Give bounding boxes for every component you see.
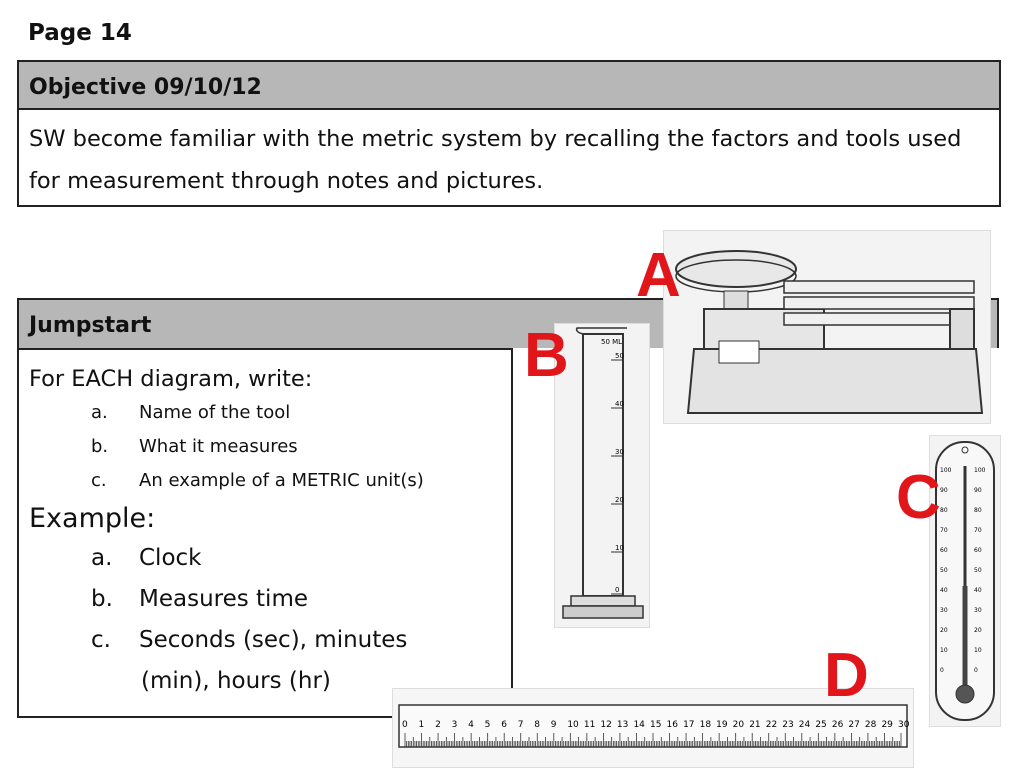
- list-item: [29, 430, 501, 464]
- jumpstart-instruction: For EACH diagram, write:: [29, 366, 313, 392]
- example-item: [29, 620, 501, 661]
- page-label: Page 14: [28, 20, 132, 46]
- balance-drawing: [664, 231, 990, 423]
- thermo-right-mark: 100: [974, 467, 986, 474]
- ruler-number: 22: [765, 720, 778, 730]
- cylinder-drawing: [555, 324, 649, 627]
- thermo-left-mark: 40: [940, 587, 948, 594]
- cylinder-mark: 20: [615, 496, 624, 504]
- label-b: B: [524, 321, 569, 390]
- label-a: A: [636, 241, 681, 310]
- cylinder-top-label: 50 ML: [601, 338, 623, 346]
- item-text: Clock: [139, 545, 202, 571]
- example-item: [29, 579, 501, 620]
- item-marker: a.: [91, 402, 108, 423]
- ruler-number: 12: [600, 720, 612, 730]
- thermo-left-mark: 10: [940, 647, 948, 654]
- thermo-right-mark: 40: [974, 587, 982, 594]
- item-marker: a.: [91, 545, 113, 571]
- ruler-number: 11: [583, 720, 596, 730]
- thermo-right-mark: 90: [974, 487, 982, 494]
- ruler-number: 17: [683, 720, 695, 730]
- objective-text: SW become familiar with the metric system by recalling the factors and tools used for measurement through notes and pictures.: [29, 126, 962, 194]
- ruler-number: 9: [550, 720, 557, 730]
- item-marker: b.: [91, 586, 113, 612]
- thermo-right-mark: 30: [974, 607, 982, 614]
- cylinder-mark: 30: [615, 448, 624, 456]
- ruler-number: 7: [517, 720, 524, 730]
- item-text: Seconds (sec), minutes: [139, 627, 408, 653]
- ruler-number: 27: [848, 720, 860, 730]
- thermo-left-mark: 20: [940, 627, 948, 634]
- cylinder-mark: 50: [615, 352, 624, 360]
- thermo-right-mark: 60: [974, 547, 982, 554]
- item-marker: c.: [91, 627, 111, 653]
- thermo-left-mark: 80: [940, 507, 948, 514]
- ruler-number: 28: [864, 720, 877, 730]
- ruler-number: 25: [815, 720, 827, 730]
- item-text: An example of a METRIC unit(s): [139, 470, 424, 491]
- thermo-left-mark: 50: [940, 567, 948, 574]
- ruler-number: 4: [468, 720, 474, 730]
- thermo-right-mark: 80: [974, 507, 982, 514]
- ruler-number: 21: [749, 720, 761, 730]
- label-d: D: [824, 641, 869, 710]
- ruler-number: 30: [898, 720, 910, 730]
- jumpstart-header-label: Jumpstart: [29, 313, 152, 338]
- ruler-number: 19: [716, 720, 728, 730]
- example-label: Example:: [29, 503, 156, 534]
- ruler-number: 18: [699, 720, 712, 730]
- ruler-number: 16: [666, 720, 678, 730]
- ruler-number: 6: [501, 720, 507, 730]
- cylinder-mark: 0: [615, 586, 620, 594]
- thermo-left-mark: 70: [940, 527, 948, 534]
- ruler-number: 1: [418, 720, 425, 730]
- thermo-left-mark: 90: [940, 487, 948, 494]
- thermo-left-mark: 0: [940, 667, 944, 674]
- ruler-number: 13: [616, 720, 629, 730]
- ruler-number: 14: [633, 720, 645, 730]
- ruler-number: 24: [798, 720, 811, 730]
- objective-box: [17, 60, 1001, 207]
- item-marker: b.: [91, 436, 109, 457]
- thermo-right-mark: 50: [974, 567, 982, 574]
- item-text: Name of the tool: [139, 402, 291, 423]
- ruler-number: 8: [534, 720, 541, 730]
- ruler-number: 29: [881, 720, 893, 730]
- ruler-number: 23: [782, 720, 794, 730]
- item-text: What it measures: [139, 436, 298, 457]
- thermo-left-mark: 30: [940, 607, 948, 614]
- list-item: [29, 396, 501, 430]
- ruler-number: 5: [484, 720, 491, 730]
- item-marker: c.: [91, 470, 107, 491]
- ruler-number: 0: [402, 720, 408, 730]
- ruler-number: 10: [567, 720, 579, 730]
- item-text: Measures time: [139, 586, 309, 612]
- objective-header: Objective 09/10/12: [19, 62, 999, 110]
- ruler-number: 20: [732, 720, 745, 730]
- ruler-number: 2: [435, 720, 441, 730]
- list-item: [29, 464, 501, 498]
- cylinder-mark: 10: [615, 544, 624, 552]
- jumpstart-body: [17, 348, 513, 718]
- cylinder-mark: 40: [615, 400, 624, 408]
- triple-beam-balance-image: [663, 230, 991, 424]
- thermo-right-mark: 0: [974, 667, 978, 674]
- label-c: C: [896, 463, 941, 532]
- thermo-right-mark: 20: [974, 627, 982, 634]
- thermo-right-mark: 70: [974, 527, 982, 534]
- thermo-left-mark: 100: [940, 467, 952, 474]
- ruler-number: 26: [831, 720, 844, 730]
- example-continuation: (min), hours (hr): [141, 668, 331, 694]
- thermo-left-mark: 60: [940, 547, 948, 554]
- thermo-right-mark: 10: [974, 647, 982, 654]
- ruler-number: 3: [451, 720, 458, 730]
- ruler-number: 15: [650, 720, 662, 730]
- example-item: [29, 538, 501, 579]
